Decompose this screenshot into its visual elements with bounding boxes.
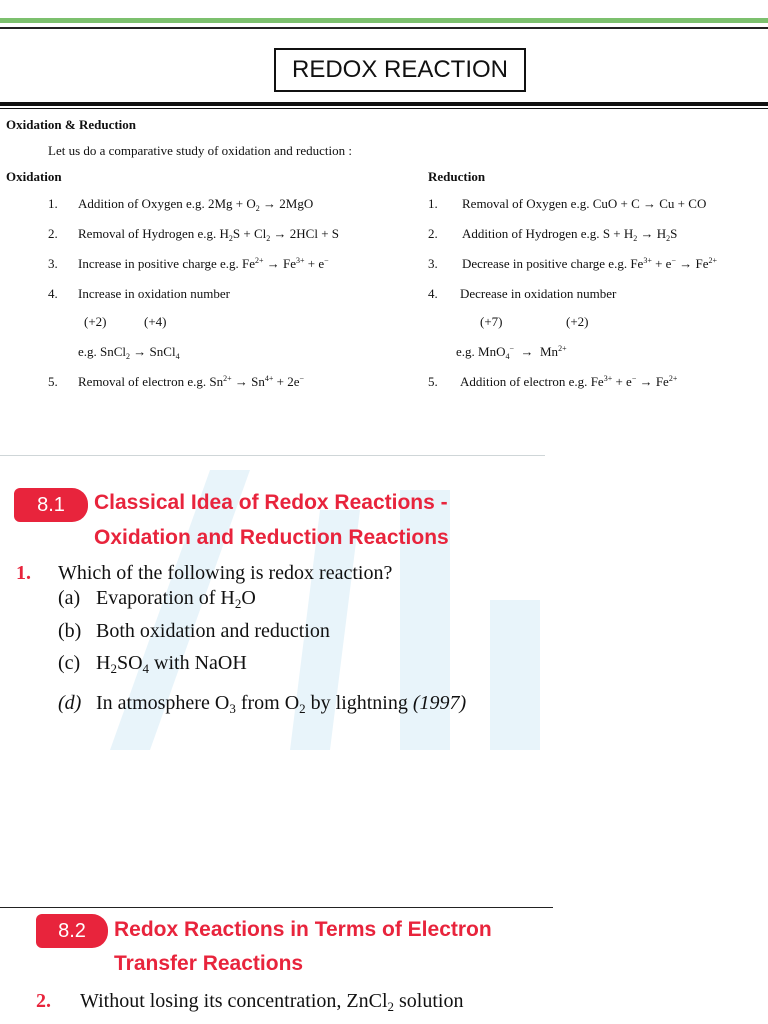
oxidation-heading: Oxidation	[6, 169, 62, 184]
option-a[interactable]: (a) Evaporation of $H_2O$	[58, 587, 256, 611]
intro-heading: Oxidation & Reduction	[6, 117, 137, 132]
question-year: (1997)	[412, 692, 467, 714]
section2-title-line1: Redox Reactions in Terms of Electron	[114, 918, 492, 941]
reduction-state-1: (+7)	[480, 314, 503, 329]
section-number-badge: 8.1	[14, 488, 88, 522]
title-rule-thick	[0, 102, 768, 106]
section2-title-line2: Transfer Reactions	[114, 952, 304, 975]
reduction-item-1: 1. Removal of Oxygen e.g. CuO + C → Cu + CO	[428, 196, 707, 211]
oxidation-state-1: (+2)	[84, 314, 107, 329]
oxidation-item-5: 5. Removal of electron e.g. $Sn^{2+} \to Sn^{4+} + 2e^-$	[48, 374, 305, 389]
section-title-line1: Classical Idea of Redox Reactions -	[94, 491, 448, 514]
option-c[interactable]: (c) $H_2SO_4$ with NaOH	[58, 652, 247, 676]
reduction-item-3: 3. Decrease in positive charge e.g. $Fe^{3+} + e^- \to Fe^{2+}$	[428, 256, 717, 271]
reduction-item-2: 2. Addition of Hydrogen e.g. $S + H_2 \to H_2S$	[428, 226, 678, 243]
oxidation-example-4: e.g. SnCl$_2$ → SnCl$_4$	[78, 344, 180, 361]
oxidation-item-1: 1. Addition of Oxygen e.g. $2Mg + O_2 \to 2MgO$	[48, 196, 314, 213]
reduction-state-2: (+2)	[566, 314, 589, 329]
oxidation-state-2: (+4)	[144, 314, 167, 329]
page-title: REDOX REACTION	[274, 48, 526, 92]
intro-text: Let us do a comparative study of oxidation and reduction :	[48, 143, 352, 158]
option-d[interactable]: (d) In atmosphere $O_3$ from $O_2$ by lightning (1997)	[58, 692, 467, 716]
title-rule-thin	[0, 108, 768, 109]
question-number: 1.	[16, 562, 31, 584]
option-b[interactable]: (b) Both oxidation and reduction	[58, 620, 330, 642]
oxidation-item-2: 2. Removal of Hydrogen e.g. $H_2S + Cl_2 \to 2HCl + S$	[48, 226, 340, 243]
top-green-bar	[0, 18, 768, 23]
section2-top-rule	[0, 907, 553, 908]
top-rule	[0, 27, 768, 29]
question-text: Which of the following is redox reaction?	[58, 562, 393, 584]
question2-text: Without losing its concentration, ZnCl$_2$ solution	[80, 990, 464, 1014]
reduction-item-5: 5. Addition of electron e.g. $Fe^{3+} + e^- \to Fe^{2+}$	[428, 374, 678, 389]
section2-number-badge: 8.2	[36, 914, 108, 948]
reduction-item-4: 4. Decrease in oxidation number	[428, 286, 617, 301]
reduction-heading: Reduction	[428, 169, 486, 184]
reduction-example-4: e.g. $MnO_4^- \to Mn^{2+}$	[456, 344, 567, 361]
section-title-line2: Oxidation and Reduction Reactions	[94, 526, 449, 549]
question2-number: 2.	[36, 990, 51, 1012]
oxidation-item-3: 3. Increase in positive charge e.g. $Fe^{2+} \to Fe^{3+} + e^-$	[48, 256, 329, 271]
oxidation-item-4: 4. Increase in oxidation number	[48, 286, 230, 301]
